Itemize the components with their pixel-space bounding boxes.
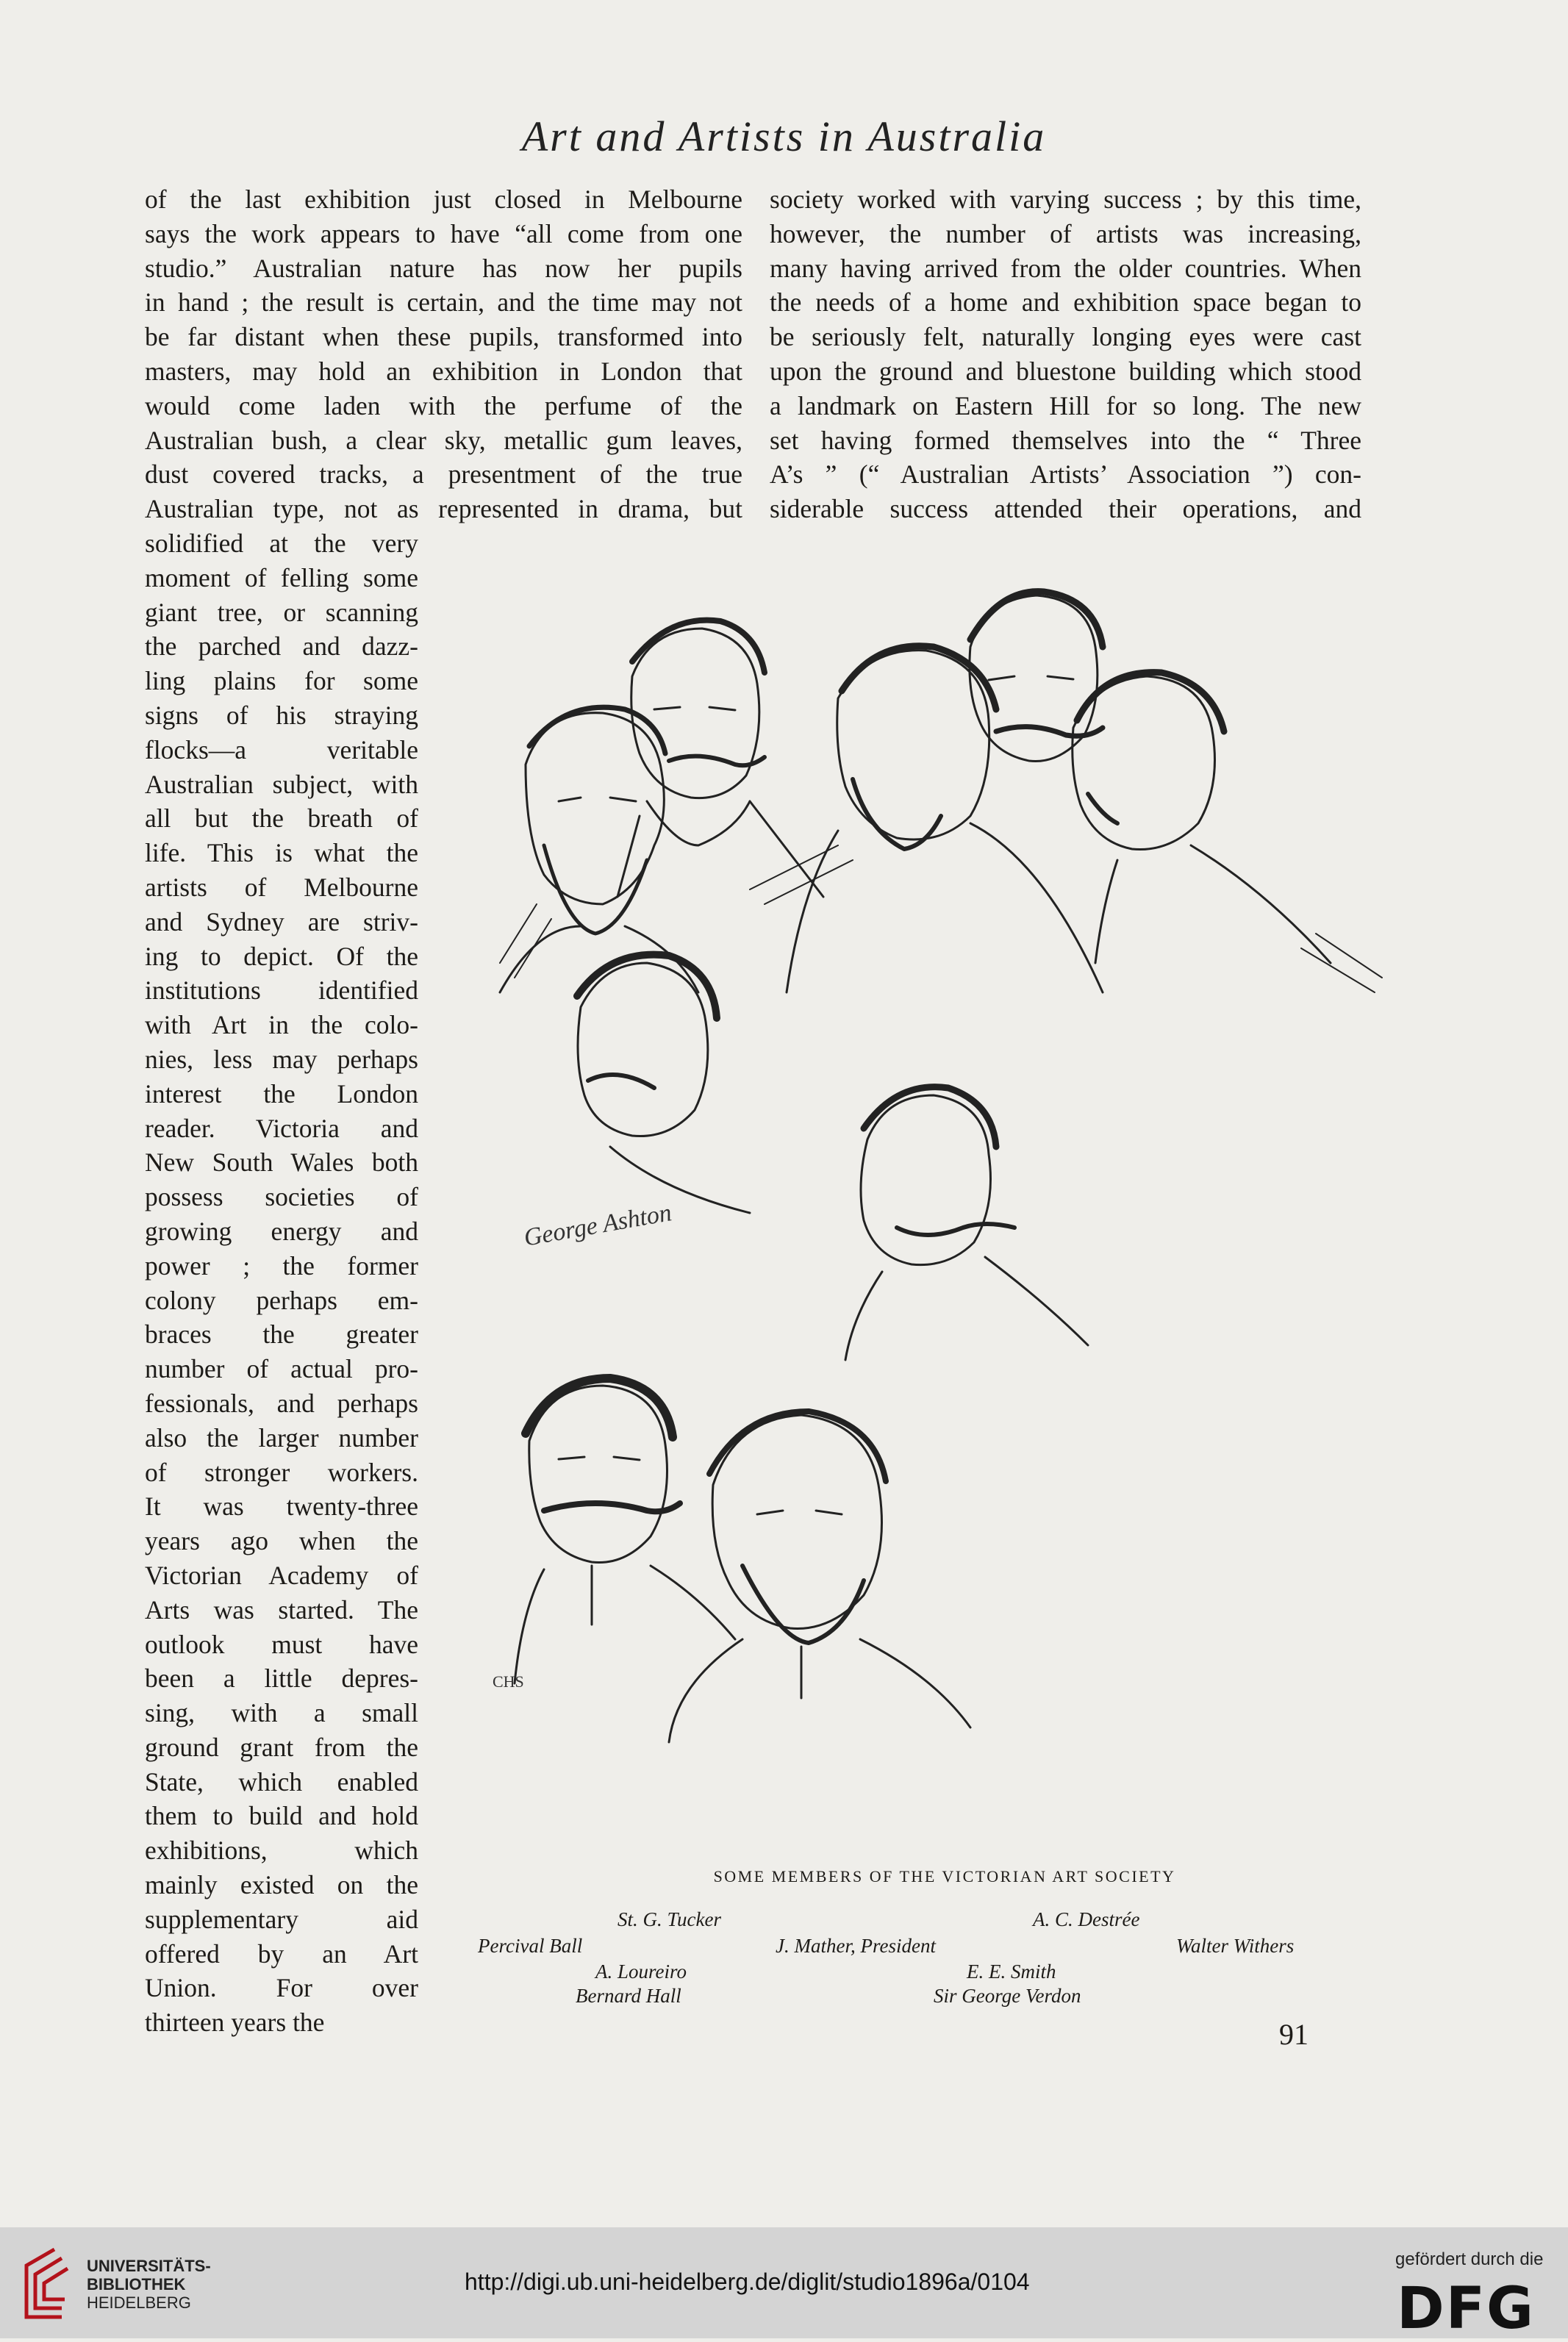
library-name	[87, 2257, 211, 2312]
text-line: giant tree, or scanning	[145, 597, 418, 627]
caption-name-loureiro: A. Loureiro	[595, 1960, 687, 1983]
text-line: braces the greater	[145, 1319, 418, 1350]
source-url-link[interactable]: http://digi.ub.uni-heidelberg.de/diglit/studio1896a/0104	[465, 2268, 1030, 2295]
text-line: studio.” Australian nature has now her pupils	[145, 253, 742, 283]
portrait-smith	[845, 1087, 1088, 1360]
text-line: and Sydney are striv-	[145, 906, 418, 937]
text-line: the needs of a home and exhibition space began to	[770, 287, 1361, 318]
caption-name-withers: Walter Withers	[1176, 1935, 1295, 1957]
text-column-top-right	[770, 182, 1361, 526]
caption-name-hall: Bernard Hall	[576, 1985, 681, 2007]
caption-name-destree: A. C. Destrée	[1033, 1908, 1140, 1930]
text-line: Australian subject, with	[145, 769, 418, 799]
library-logo-icon	[18, 2243, 72, 2324]
text-line: many having arrived from the older countries. When	[770, 253, 1361, 283]
text-line: supplementary aid	[145, 1904, 418, 1934]
text-line: outlook must have	[145, 1629, 418, 1659]
text-line: dust covered tracks, a presentment of the true	[145, 459, 742, 490]
text-line: ing to depict. Of the	[145, 941, 418, 971]
text-line: solidified at the very	[145, 529, 418, 558]
text-column-top-left	[145, 182, 742, 526]
text-line: also the larger number	[145, 1422, 418, 1453]
dfg-logo: DFG	[1397, 2276, 1536, 2342]
text-line: in hand ; the result is certain, and the time may not	[145, 287, 742, 318]
text-line: reader. Victoria and	[145, 1113, 418, 1143]
caption-title: SOME MEMBERS OF THE VICTORIAN ART SOCIETY	[713, 1867, 1176, 1886]
text-line: ground grant from the	[145, 1732, 418, 1762]
text-line: New South Wales both	[145, 1147, 418, 1178]
text-line: upon the ground and bluestone building which stood	[770, 356, 1361, 386]
page-number: 91	[1279, 2018, 1309, 2051]
text-line: possess societies of	[145, 1182, 418, 1212]
text-line: however, the number of artists was increasing,	[770, 218, 1361, 248]
text-line: Victorian Academy of	[145, 1560, 418, 1590]
text-line: says the work appears to have “all come from one	[145, 218, 742, 248]
text-line: a landmark on Eastern Hill for so long. The new	[770, 390, 1361, 420]
text-line: power ; the former	[145, 1250, 418, 1281]
portrait-tucker	[617, 620, 823, 897]
portrait-illustration	[456, 581, 1433, 1845]
sponsor-text: gefördert durch die	[1395, 2249, 1544, 2269]
portrait-loureiro	[787, 646, 1103, 992]
text-line: colony perhaps em-	[145, 1285, 418, 1315]
text-line: the parched and dazz-	[145, 631, 418, 662]
text-line: number of actual pro-	[145, 1354, 418, 1384]
caption-name-ball: Percival Ball	[478, 1935, 583, 1957]
text-line: signs of his straying	[145, 700, 418, 730]
text-line: Australian bush, a clear sky, metallic gum leaves,	[145, 425, 742, 455]
text-line: set having formed themselves into the “ Three	[770, 425, 1361, 455]
caption-name-mather: J. Mather, President	[776, 1935, 936, 1957]
text-line: moment of felling some	[145, 562, 418, 592]
text-line: masters, may hold an exhibition in London that	[145, 356, 742, 386]
text-line: them to build and hold	[145, 1801, 418, 1831]
text-line: Arts was started. The	[145, 1594, 418, 1625]
library-name-line: UNIVERSITÄTS-	[87, 2257, 211, 2275]
text-line: mainly existed on the	[145, 1870, 418, 1900]
text-line: It was twenty-three	[145, 1491, 418, 1522]
portrait-mather	[515, 1378, 735, 1683]
portrait-verdon	[669, 1411, 970, 1742]
text-line: siderable success attended their operations, and	[770, 494, 1361, 524]
page-title: Art and Artists in Australia	[521, 112, 1047, 160]
text-line: interest the London	[145, 1078, 418, 1109]
text-line: with Art in the colo-	[145, 1010, 418, 1040]
caption-name-verdon: Sir George Verdon	[934, 1985, 1081, 2007]
library-name-line: BIBLIOTHEK	[87, 2275, 186, 2293]
signature-chs: CHS	[493, 1672, 524, 1691]
footer-bar	[0, 2227, 1568, 2342]
text-line: institutions identified	[145, 975, 418, 1006]
text-line: nies, less may perhaps	[145, 1044, 418, 1074]
caption-name-tucker: St. G. Tucker	[617, 1908, 721, 1930]
illustration-caption	[470, 1867, 1419, 2014]
text-line: State, which enabled	[145, 1766, 418, 1797]
text-line: be far distant when these pupils, transformed into	[145, 322, 742, 352]
text-line: ling plains for some	[145, 666, 418, 696]
text-column-narrow	[145, 526, 418, 2040]
portrait-ball	[500, 707, 698, 992]
text-line: would come laden with the perfume of the	[145, 390, 742, 420]
text-line: be seriously felt, naturally longing eyes were cast	[770, 322, 1361, 352]
text-line: been a little depres-	[145, 1664, 418, 1694]
text-line: years ago when the	[145, 1526, 418, 1556]
text-line: Union. For over	[145, 1973, 418, 2003]
library-name-line: HEIDELBERG	[87, 2293, 191, 2312]
text-line: Australian type, not as represented in drama, but	[145, 494, 742, 524]
text-line: sing, with a small	[145, 1698, 418, 1728]
text-line: life. This is what the	[145, 838, 418, 868]
text-line: fessionals, and perhaps	[145, 1388, 418, 1418]
portrait-hall	[577, 955, 750, 1213]
text-line: thirteen years the	[145, 2008, 325, 2038]
text-line: society worked with varying success ; by this time,	[770, 185, 1361, 214]
text-line: of stronger workers.	[145, 1457, 418, 1487]
text-line: offered by an Art	[145, 1938, 418, 1969]
portrait-withers	[1073, 673, 1331, 963]
text-line: growing energy and	[145, 1216, 418, 1246]
text-line: exhibitions, which	[145, 1836, 418, 1866]
text-line: A’s ” (“ Australian Artists’ Association ”) con-	[770, 459, 1361, 490]
signature-ashton: George Ashton	[521, 1199, 674, 1252]
text-line: all but the breath of	[145, 803, 418, 834]
caption-name-smith: E. E. Smith	[967, 1960, 1056, 1983]
text-line: flocks—a veritable	[145, 734, 418, 764]
text-line: artists of Melbourne	[145, 872, 418, 902]
text-line: of the last exhibition just closed in Melbourne	[145, 185, 742, 214]
